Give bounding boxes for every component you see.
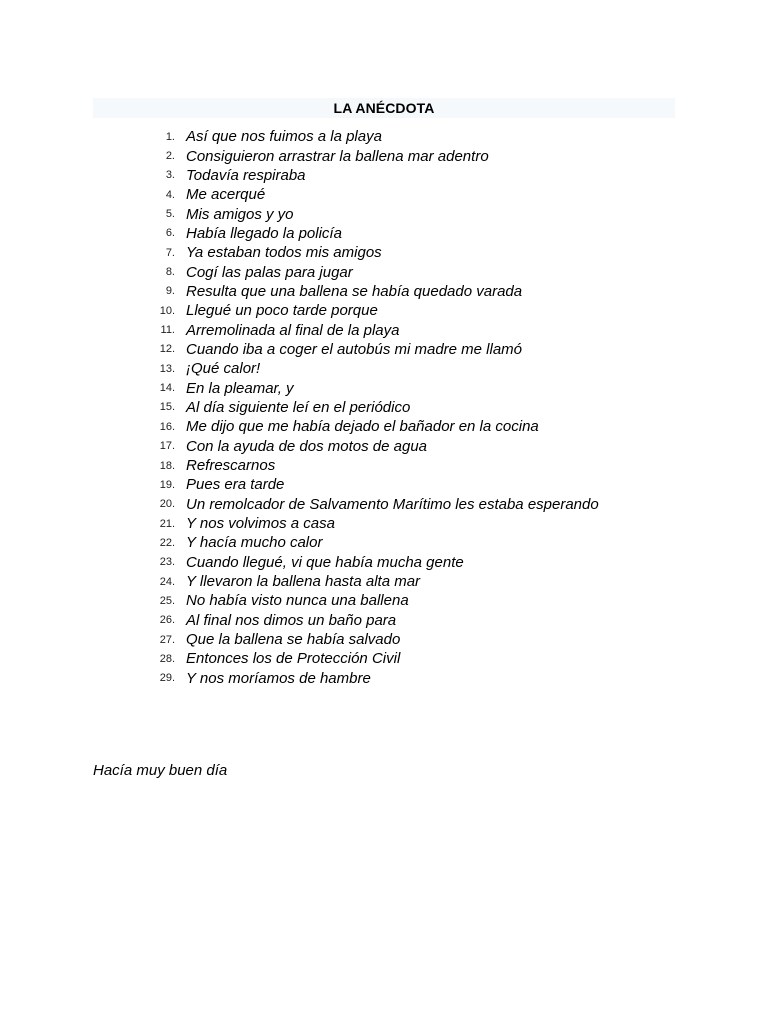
list-item-text: Todavía respiraba	[186, 166, 306, 184]
list-item-text: Arremolinada al final de la playa	[186, 321, 400, 339]
list-item-number: 17.	[159, 440, 175, 453]
list-item	[150, 301, 599, 320]
list-item-text: Ya estaban todos mis amigos	[186, 244, 382, 262]
list-item-text: Había llegado la policía	[186, 224, 342, 242]
list-item-text: Y nos moríamos de hambre	[186, 669, 371, 687]
list-item-number: 27.	[159, 633, 175, 646]
list-item-text: Al final nos dimos un baño para	[186, 611, 397, 629]
list-item-number: 10.	[159, 304, 175, 317]
list-item-text: Al día siguiente leí en el periódico	[186, 398, 411, 416]
list-item-text: Así que nos fuimos a la playa	[186, 128, 382, 146]
list-item-text: Resulta que una ballena se había quedado varada	[186, 282, 523, 300]
list-item-text: Que la ballena se había salvado	[186, 631, 401, 649]
list-item	[150, 591, 599, 610]
list-item-text: Y llevaron la ballena hasta alta mar	[186, 573, 421, 591]
list-item-number: 11.	[160, 324, 175, 337]
list-item-text: Cogí las palas para jugar	[186, 263, 353, 281]
closing-sentence: Hacía muy buen día	[93, 762, 228, 779]
list-item-text: Y hacía mucho calor	[186, 534, 323, 552]
list-item	[150, 456, 599, 475]
list-item-text: En la pleamar, y	[186, 379, 294, 397]
list-item-number: 28.	[159, 652, 175, 665]
list-item	[150, 320, 599, 339]
list-item-text: Cuando iba a coger el autobús mi madre me llamó	[186, 340, 523, 358]
list-item-number: 4.	[165, 188, 175, 201]
list-item-number: 26.	[159, 614, 175, 627]
list-item-number: 3.	[165, 169, 175, 182]
list-item	[150, 649, 599, 668]
list-item	[150, 359, 599, 378]
list-item-text: Llegué un poco tarde porque	[186, 302, 378, 320]
list-item	[150, 146, 599, 165]
list-item-number: 5.	[165, 208, 175, 221]
list-item	[150, 243, 599, 262]
list-item-number: 12.	[159, 343, 175, 356]
list-item-number: 25.	[159, 594, 175, 607]
list-item	[150, 282, 599, 301]
list-item	[150, 611, 599, 630]
list-item	[150, 630, 599, 649]
list-item	[150, 417, 599, 436]
list-item-number: 23.	[159, 556, 175, 569]
list-item-number: 9.	[165, 285, 175, 298]
list-item-text: Cuando llegué, vi que había mucha gente	[186, 553, 464, 571]
list-item	[150, 572, 599, 591]
list-item-number: 21.	[159, 517, 175, 530]
list-item	[150, 669, 599, 688]
list-item-text: Me dijo que me había dejado el bañador en la cocina	[186, 418, 539, 436]
list-item-text: Y nos volvimos a casa	[186, 515, 335, 533]
list-item-number: 15.	[159, 401, 175, 414]
list-item-number: 13.	[159, 362, 175, 375]
list-item	[150, 475, 599, 494]
list-item-number: 16.	[159, 420, 175, 433]
list-item-number: 24.	[159, 575, 175, 588]
list-item	[150, 224, 599, 243]
list-item-number: 14.	[159, 382, 175, 395]
list-item-text: No había visto nunca una ballena	[186, 592, 409, 610]
list-item	[150, 340, 599, 359]
list-item-text: Mis amigos y yo	[186, 205, 294, 223]
list-item-number: 29.	[159, 672, 175, 685]
list-item	[150, 204, 599, 223]
list-item-text: Refrescarnos	[186, 457, 276, 475]
list-item	[150, 262, 599, 281]
list-item-number: 6.	[165, 227, 175, 240]
list-item	[150, 553, 599, 572]
list-item-number: 7.	[165, 246, 175, 259]
title-band	[93, 98, 675, 118]
list-item	[150, 378, 599, 397]
list-item-number: 1.	[165, 130, 175, 143]
list-item-text: Entonces los de Protección Civil	[186, 650, 401, 668]
numbered-list	[150, 127, 599, 688]
list-item	[150, 166, 599, 185]
list-item-text: Con la ayuda de dos motos de agua	[186, 437, 428, 455]
list-item-number: 18.	[159, 459, 175, 472]
list-item-number: 2.	[165, 150, 175, 163]
list-item-text: ¡Qué calor!	[186, 360, 261, 378]
list-item-text: Un remolcador de Salvamento Marítimo les estaba esperando	[186, 495, 599, 513]
list-item	[150, 514, 599, 533]
list-item	[150, 495, 599, 514]
list-item-text: Pues era tarde	[186, 476, 285, 494]
list-item-number: 22.	[159, 536, 175, 549]
list-item-text: Me acerqué	[186, 186, 266, 204]
document-title: LA ANÉCDOTA	[333, 100, 435, 116]
list-item	[150, 398, 599, 417]
list-item-number: 19.	[159, 478, 175, 491]
list-item	[150, 533, 599, 552]
list-item	[150, 127, 599, 146]
list-item-text: Consiguieron arrastrar la ballena mar adentro	[186, 147, 489, 165]
list-item	[150, 437, 599, 456]
list-item	[150, 185, 599, 204]
list-item-number: 20.	[159, 498, 175, 511]
list-item-number: 8.	[165, 266, 175, 279]
